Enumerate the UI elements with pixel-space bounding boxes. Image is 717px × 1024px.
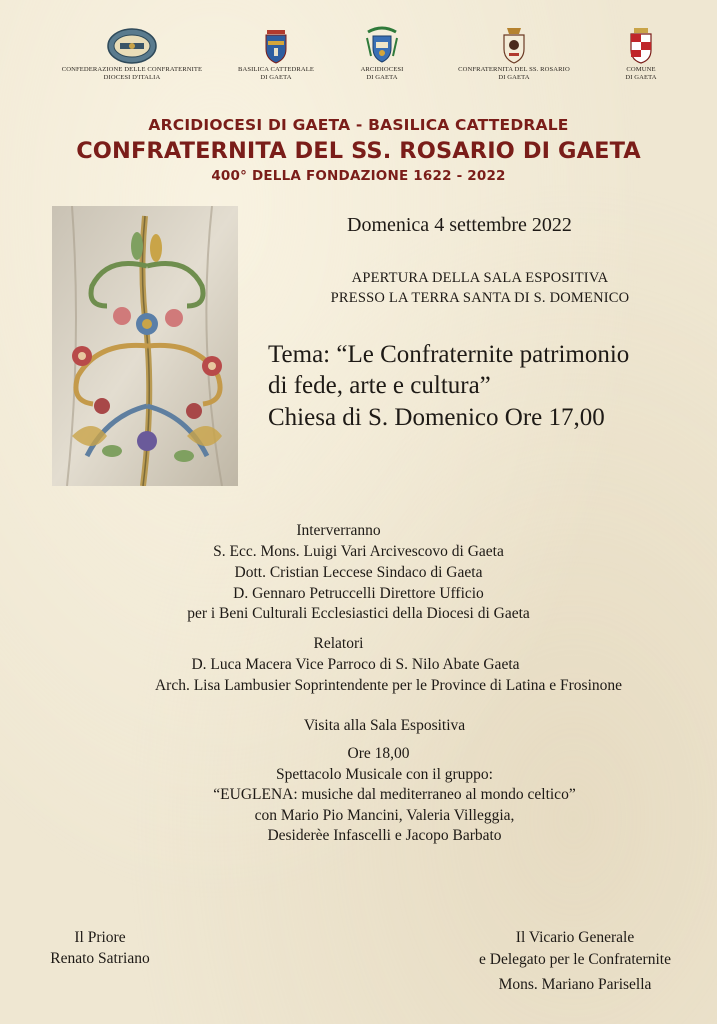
logo-caption-line: CONFEDERAZIONE DELLE CONFRATERNITE (61, 66, 203, 73)
logo-caption-line: CONFRATERNITA DEL SS. ROSARIO (458, 66, 570, 73)
confraternita-coat-of-arms-icon (499, 26, 529, 66)
logo-caption-line: DI GAETA (260, 74, 292, 81)
spettacolo-line: Desiderèe Infascelli e Jacopo Barbato (267, 827, 502, 844)
spettacolo-line: Spettacolo Musicale con il gruppo: (276, 766, 493, 783)
logo-basilica (230, 26, 322, 82)
relatore-line: Arch. Lisa Lambusier Soprintendente per le Province di Latina e Frosinone (154, 677, 623, 694)
event-date: Domenica 4 settembre 2022 (347, 214, 572, 236)
logo-comune (606, 26, 676, 82)
logo-confederazione (60, 26, 204, 82)
header-arcidiocesi: ARCIDIOCESI DI GAETA - BASILICA CATTEDRALE (148, 116, 569, 134)
tema-location-time: Chiesa di S. Domenico Ore 17,00 (268, 404, 605, 431)
speaker-line: D. Gennaro Petruccelli Direttore Ufficio (233, 585, 484, 602)
priore-title: Il Priore (74, 929, 126, 946)
speaker-line: Dott. Cristian Leccese Sindaco di Gaeta (234, 564, 483, 581)
confederazione-logo-icon (106, 26, 158, 66)
logo-caption-line: DI GAETA (625, 74, 657, 81)
vicario-title: Il Vicario Generale (515, 929, 635, 946)
delegato-title: e Delegato per le Confraternite (479, 951, 671, 968)
arcidiocesi-coat-of-arms-icon (364, 26, 400, 66)
logo-caption-line: DI GAETA (498, 74, 530, 81)
spettacolo-line: con Mario Pio Mancini, Valeria Villeggia, (254, 807, 515, 824)
relatori-title: Relatori (313, 635, 364, 652)
tema-line: Tema: “Le Confraternite patrimonio (268, 341, 630, 368)
apertura-line: APERTURA DELLA SALA ESPOSITIVA (351, 270, 609, 286)
priore-name: Renato Satriano (50, 950, 150, 967)
header-confraternita: CONFRATERNITA DEL SS. ROSARIO DI GAETA (76, 138, 641, 164)
speaker-line: per i Beni Culturali Ecclesiastici della Diocesi di Gaeta (187, 605, 530, 622)
apertura-location: PRESSO LA TERRA SANTA DI S. DOMENICO (330, 290, 630, 306)
vicario-name: Mons. Mariano Parisella (498, 976, 652, 993)
logo-arcidiocesi (344, 26, 420, 82)
logo-caption-line: DIOCESI D'ITALIA (103, 74, 161, 81)
logo-caption-line: COMUNE (626, 66, 656, 73)
interverranno-title: Interverranno (296, 522, 381, 539)
logo-confraternita (448, 26, 580, 82)
header-anniversary: 400° DELLA FONDAZIONE 1622 - 2022 (211, 168, 506, 184)
logo-caption-line: DI GAETA (366, 74, 398, 81)
tema-line: di fede, arte e cultura” (268, 372, 491, 399)
logo-caption-line: ARCIDIOCESI (360, 66, 404, 73)
embroidery-photo (52, 206, 238, 486)
logo-caption-line: BASILICA CATTEDRALE (237, 66, 315, 73)
basilica-coat-of-arms-icon (261, 26, 291, 66)
comune-coat-of-arms-icon (628, 26, 654, 66)
visita-line: Visita alla Sala Espositiva (303, 717, 466, 734)
speaker-line: S. Ecc. Mons. Luigi Vari Arcivescovo di Gaeta (213, 543, 504, 560)
spettacolo-line: “EUGLENA: musiche dal mediterraneo al mondo celtico” (213, 786, 576, 803)
relatore-line: D. Luca Macera Vice Parroco di S. Nilo Abate Gaeta (191, 656, 520, 673)
ore-line: Ore 18,00 (347, 745, 410, 762)
